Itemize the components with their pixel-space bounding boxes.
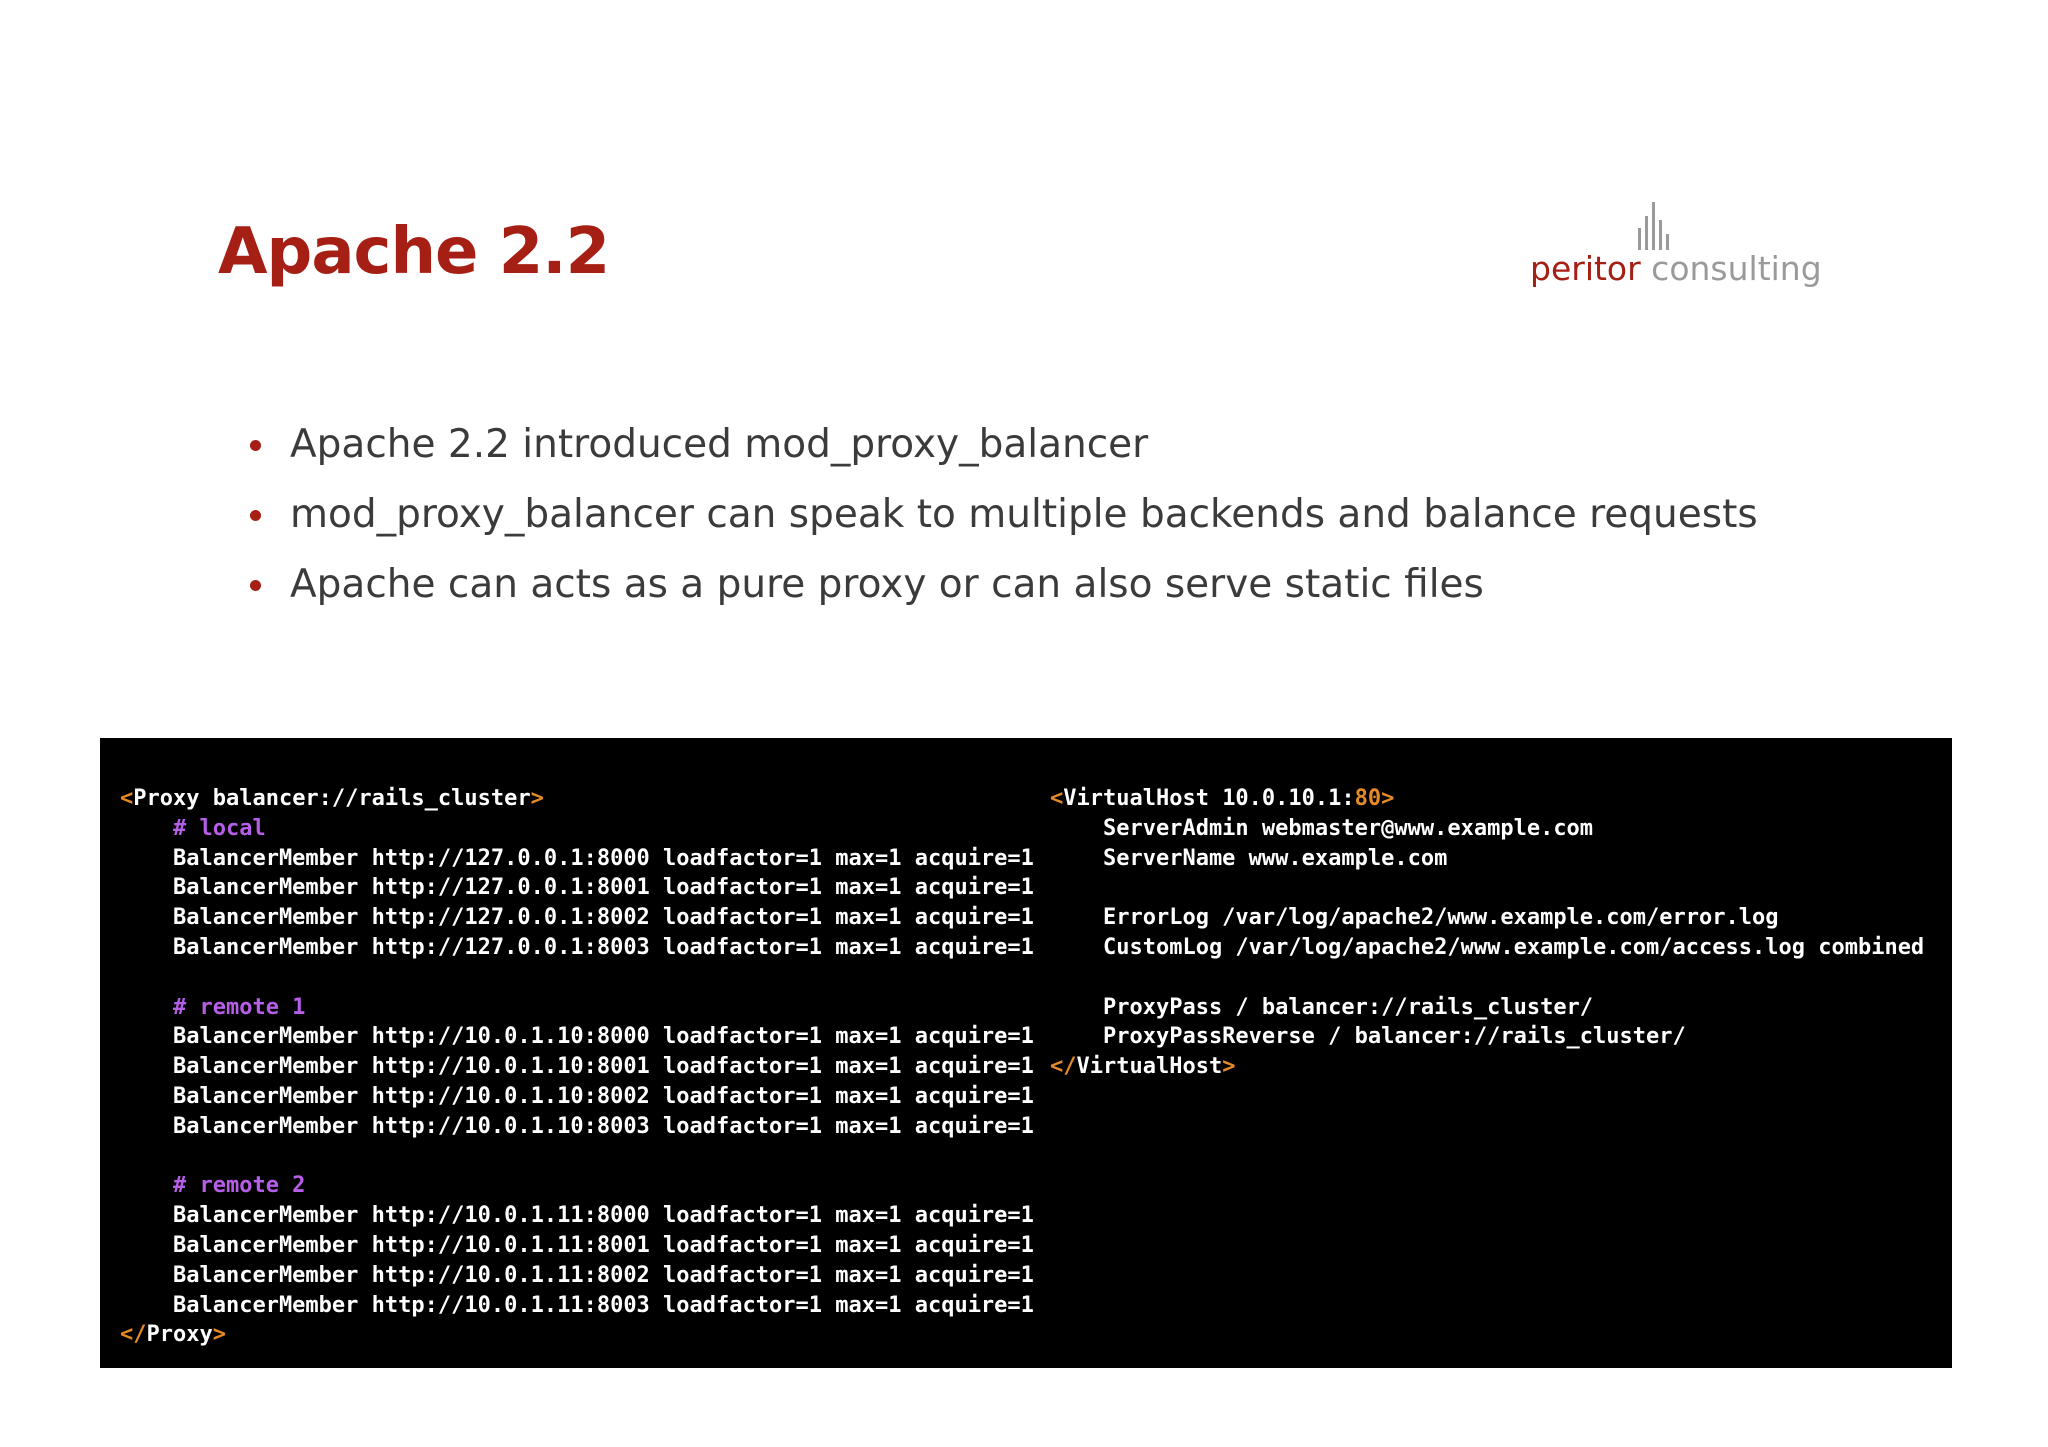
code-line: BalancerMember http://127.0.0.1:8003 loadfactor=1 max=1 acquire=1 xyxy=(120,934,1034,960)
bullet-item xyxy=(250,480,1758,550)
code-line: ProxyPass / balancer://rails_cluster/ xyxy=(1050,994,1594,1020)
bullet-list xyxy=(250,410,1758,620)
code-line: ErrorLog /var/log/apache2/www.example.com/error.log xyxy=(1050,905,1779,931)
code-line: BalancerMember http://10.0.1.10:8003 loadfactor=1 max=1 acquire=1 xyxy=(120,1113,1034,1139)
slide-title: Apache 2.2 xyxy=(218,215,610,289)
code-line: BalancerMember http://127.0.0.1:8001 loadfactor=1 max=1 acquire=1 xyxy=(120,875,1034,901)
code-line: BalancerMember http://10.0.1.11:8001 loadfactor=1 max=1 acquire=1 xyxy=(120,1232,1034,1258)
tag-bracket: < xyxy=(1050,786,1064,811)
bullet-dot-icon xyxy=(250,510,261,521)
code-line: ProxyPassReverse / balancer://rails_cluster/ xyxy=(1050,1024,1686,1050)
proxy-config-code xyxy=(120,784,1034,1350)
code-line: BalancerMember http://10.0.1.11:8000 loadfactor=1 max=1 acquire=1 xyxy=(120,1203,1034,1229)
bullet-text: Apache 2.2 introduced mod_proxy_balancer xyxy=(290,422,1149,467)
code-line xyxy=(120,784,1034,814)
code-line: BalancerMember http://127.0.0.1:8000 loadfactor=1 max=1 acquire=1 xyxy=(120,845,1034,871)
code-line xyxy=(1050,784,1924,814)
code-line: CustomLog /var/log/apache2/www.example.com/access.log combined xyxy=(1050,934,1925,960)
code-blank-line xyxy=(120,1142,1034,1172)
tag-port: 80 xyxy=(1354,786,1382,811)
tag-bracket: > xyxy=(212,1322,226,1348)
code-line: BalancerMember http://10.0.1.10:8000 loadfactor=1 max=1 acquire=1 xyxy=(120,1024,1034,1050)
code-line: ServerName www.example.com xyxy=(1050,845,1448,871)
logo-word-peritor: peritor xyxy=(1530,249,1641,288)
tag-bracket: </ xyxy=(1050,1054,1077,1080)
tag-bracket: > xyxy=(530,786,544,811)
bullet-text: mod_proxy_balancer can speak to multiple backends and balance requests xyxy=(290,492,1758,537)
code-line xyxy=(1050,1052,1924,1082)
virtualhost-config-code xyxy=(1050,784,1924,1082)
code-line: BalancerMember http://127.0.0.1:8002 loadfactor=1 max=1 acquire=1 xyxy=(120,905,1034,931)
peritor-logo xyxy=(1530,196,1830,306)
code-line xyxy=(120,1320,1034,1350)
bullet-item xyxy=(250,410,1758,480)
bar-mark-icon xyxy=(1634,200,1674,250)
code-blank-line xyxy=(120,963,1034,993)
bullet-item xyxy=(250,550,1758,620)
code-comment: # local xyxy=(120,815,266,841)
tag-bracket: > xyxy=(1222,1054,1236,1080)
code-line: BalancerMember http://10.0.1.11:8003 loadfactor=1 max=1 acquire=1 xyxy=(120,1292,1034,1318)
tag-bracket: </ xyxy=(120,1322,147,1348)
tag-text: VirtualHost 10.0.10.1: xyxy=(1063,786,1355,811)
tag-bracket: < xyxy=(120,786,134,811)
code-panel xyxy=(100,738,1952,1368)
bullet-dot-icon xyxy=(250,580,261,591)
tag-text: VirtualHost xyxy=(1076,1054,1223,1080)
bullet-text: Apache can acts as a pure proxy or can also serve static files xyxy=(290,562,1484,607)
logo-word-consulting: consulting xyxy=(1640,249,1822,288)
logo-wordmark xyxy=(1530,249,1822,288)
code-line: BalancerMember http://10.0.1.10:8002 loadfactor=1 max=1 acquire=1 xyxy=(120,1083,1034,1109)
tag-text: Proxy balancer://rails_cluster xyxy=(133,786,531,811)
code-line: BalancerMember http://10.0.1.10:8001 loadfactor=1 max=1 acquire=1 xyxy=(120,1054,1034,1080)
code-blank-line xyxy=(1050,963,1924,993)
code-comment: # remote 1 xyxy=(120,994,306,1020)
code-blank-line xyxy=(1050,873,1924,903)
code-line: ServerAdmin webmaster@www.example.com xyxy=(1050,815,1594,841)
code-line: BalancerMember http://10.0.1.11:8002 loadfactor=1 max=1 acquire=1 xyxy=(120,1262,1034,1288)
code-comment: # remote 2 xyxy=(120,1173,306,1199)
tag-text: Proxy xyxy=(146,1322,213,1348)
bullet-dot-icon xyxy=(250,440,261,451)
tag-bracket: > xyxy=(1381,786,1395,811)
